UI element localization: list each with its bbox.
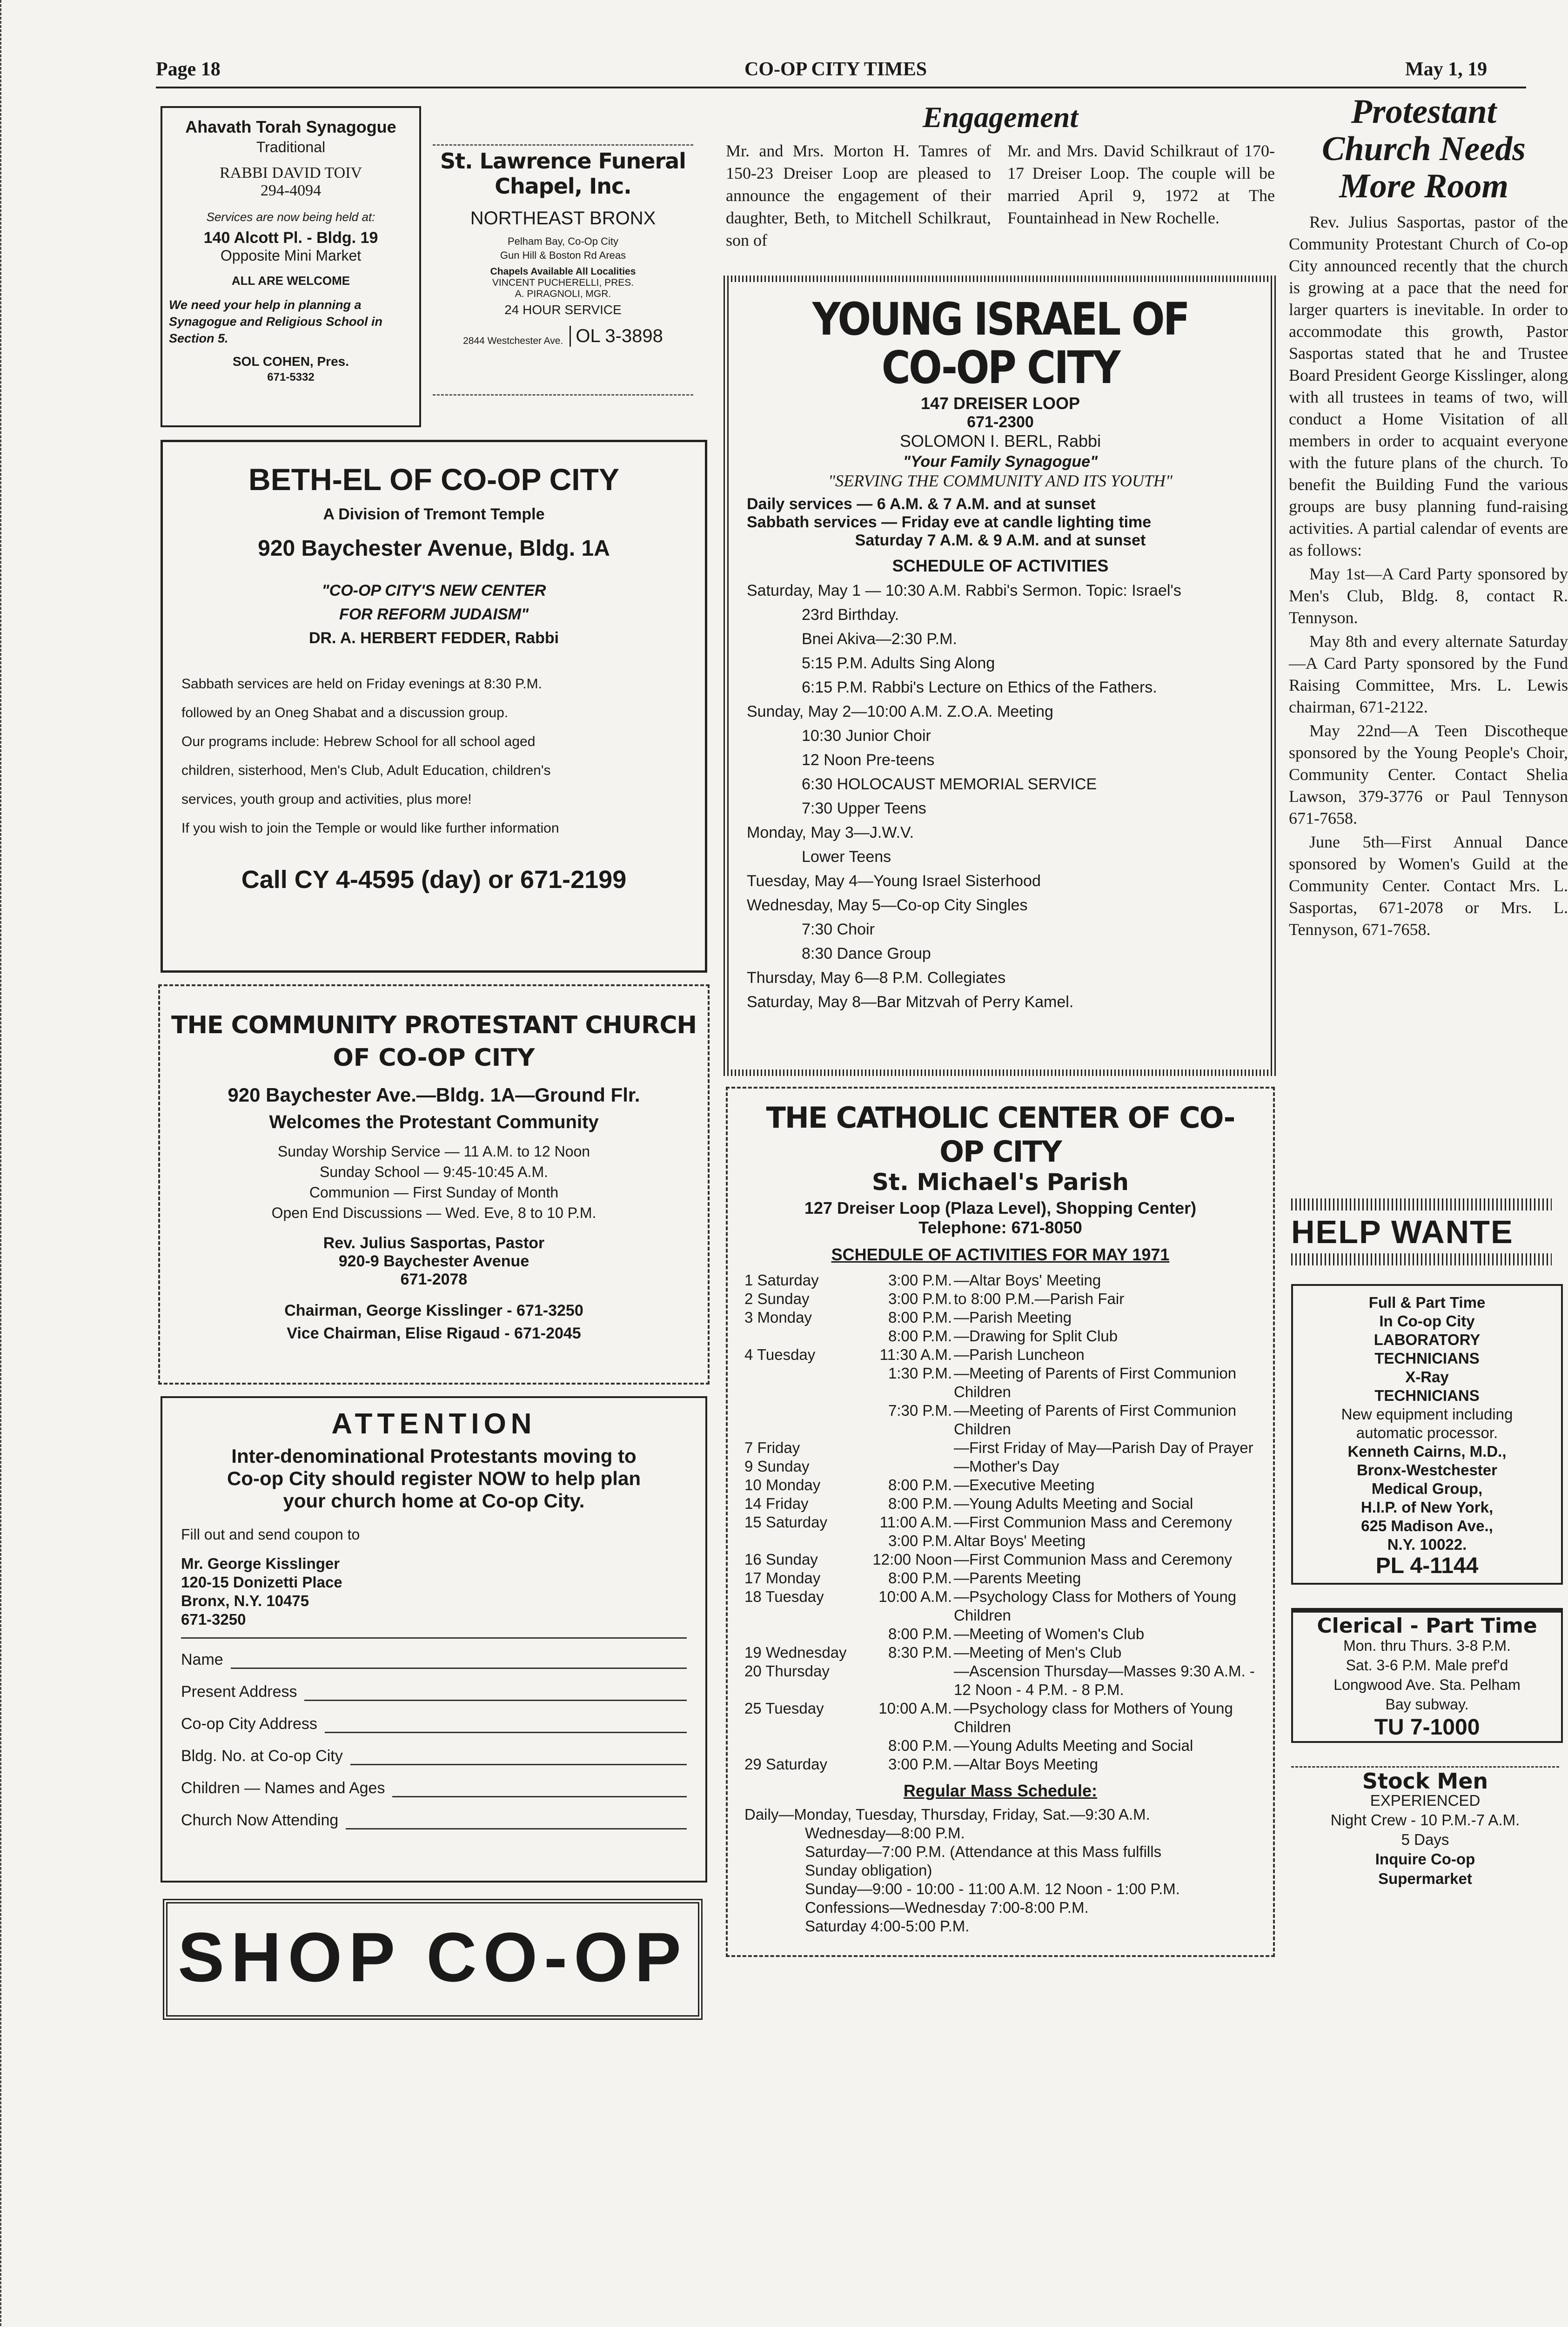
clerical-ad-line: Longwood Ave. Sta. Pelham bbox=[1333, 1676, 1521, 1693]
catholic-time: 3:00 P.M. bbox=[888, 1290, 952, 1307]
issue-date: May 1, 19 bbox=[1405, 59, 1488, 80]
header-rule bbox=[156, 87, 1526, 88]
beth-el-call: Call CY 4-4595 (day) or 671-2199 bbox=[241, 866, 627, 894]
catholic-schedule-row bbox=[744, 1476, 1256, 1494]
attention-msg2: Co-op City should register NOW to help plan bbox=[227, 1467, 641, 1489]
catholic-time: 10:00 A.M. bbox=[878, 1588, 952, 1605]
beth-el-tag1: "CO-OP CITY'S NEW CENTER bbox=[322, 582, 546, 599]
lab-ad-line: TECHNICIANS bbox=[1374, 1387, 1480, 1404]
catholic-event: —Young Adults Meeting and Social bbox=[954, 1495, 1193, 1512]
beth-el-division: A Division of Tremont Temple bbox=[323, 505, 545, 523]
shop-coop-text: SHOP CO-OP bbox=[178, 1918, 688, 1996]
coupon-field-input[interactable] bbox=[304, 1686, 687, 1701]
coupon-field-row[interactable] bbox=[181, 1683, 687, 1701]
engagement-left: Mr. and Mrs. Morton H. Tamres of 150-23 Dreiser Loop are pleased to announce the engagement of their daughter, Beth, to Mitchell Schilkraut, son of bbox=[726, 141, 991, 249]
catholic-event: —Altar Boys Meeting bbox=[954, 1755, 1098, 1773]
catholic-event: —Mother's Day bbox=[954, 1458, 1059, 1475]
catholic-schedule-row bbox=[744, 1494, 1256, 1513]
protestant-ad-welcome: Welcomes the Protestant Community bbox=[269, 1112, 599, 1132]
ahavath-name: Ahavath Torah Synagogue bbox=[185, 117, 396, 136]
catholic-schedule-row bbox=[744, 1271, 1256, 1290]
catholic-time: 8:00 P.M. bbox=[888, 1327, 952, 1345]
catholic-day: 3 Monday bbox=[744, 1309, 812, 1326]
coupon-field-input[interactable] bbox=[325, 1718, 687, 1733]
lab-ad-line: N.Y. 10022. bbox=[1387, 1536, 1467, 1553]
coupon-name: Mr. George Kisslinger bbox=[181, 1555, 340, 1572]
article-paragraph: May 22nd—A Teen Discotheque sponsored by the Young People's Choir, Community Center. Contact Shelia Lawson, 379-3776 or Paul Tennyson 671-7658. bbox=[1289, 721, 1568, 827]
young-israel-item: Sunday, May 2—10:00 A.M. Z.O.A. Meeting bbox=[747, 703, 1053, 720]
funeral-service: 24 HOUR SERVICE bbox=[504, 303, 622, 317]
young-israel-item: Saturday, May 8—Bar Mitzvah of Perry Kamel. bbox=[747, 993, 1074, 1011]
protestant-ad-chair: Chairman, George Kisslinger - 671-3250 bbox=[284, 1302, 583, 1319]
young-israel-item: Monday, May 3—J.W.V. bbox=[747, 824, 914, 841]
ahavath-services-note: Services are now being held at: bbox=[206, 210, 375, 224]
coupon-city: Bronx, N.Y. 10475 bbox=[181, 1592, 309, 1609]
article-paragraph: June 5th—First Annual Dance sponsored by Women's Guild at the Community Center. Contact Mrs. L. Sasportas, 671-2078 or Mrs. L. Tennyson, 671-7658. bbox=[1289, 833, 1568, 939]
young-israel-item: Thursday, May 6—8 P.M. Collegiates bbox=[747, 969, 1006, 987]
stock-ad-line: Inquire Co-op bbox=[1375, 1850, 1475, 1868]
catholic-day: 16 Sunday bbox=[744, 1551, 818, 1568]
catholic-event: —Parish Luncheon bbox=[954, 1346, 1085, 1363]
lab-ad-line: automatic processor. bbox=[1356, 1424, 1498, 1441]
beth-el-address: 920 Baychester Avenue, Bldg. 1A bbox=[258, 536, 610, 561]
catholic-schedule-row bbox=[744, 1532, 1256, 1550]
catholic-event: Altar Boys' Meeting bbox=[954, 1532, 1086, 1549]
coupon-field-label: Co-op City Address bbox=[181, 1715, 317, 1733]
catholic-day: 25 Tuesday bbox=[744, 1700, 824, 1717]
catholic-day bbox=[744, 1625, 856, 1643]
young-israel-rabbi: SOLOMON I. BERL, Rabbi bbox=[899, 431, 1101, 451]
young-israel-item: 6:15 P.M. Rabbi's Lecture on Ethics of the Fathers. bbox=[802, 679, 1157, 696]
coupon-field-label: Present Address bbox=[181, 1683, 297, 1701]
catholic-event: —Executive Meeting bbox=[954, 1476, 1095, 1493]
stock-ad-line: Stock Men bbox=[1362, 1769, 1488, 1794]
catholic-schedule-row bbox=[744, 1327, 1256, 1345]
catholic-mass-line: Wednesday—8:00 P.M. bbox=[805, 1824, 965, 1842]
lab-ad-line: PL 4-1144 bbox=[1375, 1554, 1479, 1578]
clerical-ad-line: Sat. 3-6 P.M. Male pref'd bbox=[1346, 1657, 1508, 1674]
beth-el-rabbi: DR. A. HERBERT FEDDER, Rabbi bbox=[308, 629, 559, 647]
article-headline-2: Church Needs bbox=[1322, 130, 1526, 168]
catholic-schedule-row bbox=[744, 1699, 1256, 1736]
catholic-time bbox=[856, 1439, 954, 1457]
catholic-day: 19 Wednesday bbox=[744, 1644, 847, 1661]
beth-el-title: BETH-EL OF CO-OP CITY bbox=[248, 462, 619, 497]
shop-coop-ad bbox=[163, 1899, 703, 2020]
protestant-ad-address: 920 Baychester Ave.—Bldg. 1A—Ground Flr. bbox=[228, 1084, 640, 1106]
coupon-street: 120-15 Donizetti Place bbox=[181, 1574, 342, 1591]
catholic-schedule-row bbox=[744, 1439, 1256, 1457]
beth-el-line5: services, youth group and activities, plus more! bbox=[181, 792, 472, 807]
catholic-schedule-row bbox=[744, 1755, 1256, 1774]
catholic-day bbox=[744, 1364, 856, 1401]
young-israel-item: 7:30 Upper Teens bbox=[802, 800, 926, 817]
funeral-name: St. Lawrence Funeral Chapel, Inc. bbox=[440, 148, 686, 199]
catholic-schedule-row bbox=[744, 1290, 1256, 1308]
catholic-schedule-row bbox=[744, 1308, 1256, 1327]
help-wanted-title: HELP WANTE bbox=[1291, 1214, 1514, 1250]
lab-ad-line: Kenneth Cairns, M.D., bbox=[1347, 1443, 1507, 1460]
beth-el-ad bbox=[161, 440, 707, 973]
catholic-schedule-title: SCHEDULE OF ACTIVITIES FOR MAY 1971 bbox=[831, 1245, 1170, 1264]
engagement-right: Mr. and Mrs. David Schilkraut of 170-17 Dreiser Loop. The couple will be married April 9, 1972 at The Fountainhead in New Rochelle. bbox=[1007, 141, 1275, 227]
young-israel-daily: Daily services — 6 A.M. & 7 A.M. and at sunset bbox=[747, 495, 1096, 513]
catholic-day bbox=[744, 1532, 856, 1550]
beth-el-line2: followed by an Oneg Shabat and a discussion group. bbox=[181, 705, 509, 720]
beth-el-line4: children, sisterhood, Men's Club, Adult Education, children's bbox=[181, 763, 551, 778]
attention-msg3: your church home at Co-op City. bbox=[283, 1490, 585, 1512]
coupon-field-input[interactable] bbox=[350, 1750, 687, 1765]
catholic-event: —Young Adults Meeting and Social bbox=[954, 1737, 1193, 1754]
protestant-ad-pastor-phone: 671-2078 bbox=[400, 1271, 468, 1288]
coupon-field-row[interactable] bbox=[181, 1715, 687, 1733]
catholic-event: —Meeting of Women's Club bbox=[954, 1625, 1145, 1642]
catholic-event: —Meeting of Men's Club bbox=[954, 1644, 1122, 1661]
ahavath-help: We need your help in planning a Synagogue and Religious School in Section 5. bbox=[169, 298, 383, 345]
catholic-time bbox=[856, 1662, 954, 1699]
ahavath-type: Traditional bbox=[256, 139, 326, 155]
young-israel-item: Saturday, May 1 — 10:30 A.M. Rabbi's Sermon. Topic: Israel's bbox=[747, 582, 1181, 599]
protestant-ad-pastor-addr: 920-9 Baychester Avenue bbox=[338, 1252, 529, 1270]
lab-ad-line: Bronx-Westchester bbox=[1357, 1461, 1497, 1479]
young-israel-ad bbox=[724, 276, 1277, 1076]
catholic-mass-line: Sunday obligation) bbox=[805, 1862, 932, 1879]
catholic-center-ad bbox=[726, 1087, 1275, 1957]
young-israel-item: Lower Teens bbox=[802, 848, 891, 866]
catholic-time: 11:30 A.M. bbox=[879, 1346, 952, 1363]
catholic-mass-title: Regular Mass Schedule: bbox=[903, 1781, 1098, 1800]
catholic-time: 3:00 P.M. bbox=[888, 1755, 952, 1773]
coupon-field-input[interactable] bbox=[392, 1782, 687, 1797]
catholic-time: 8:00 P.M. bbox=[888, 1495, 952, 1512]
catholic-schedule-row bbox=[744, 1736, 1256, 1755]
stock-men-ad bbox=[1291, 1766, 1559, 1892]
protestant-ad-line3: Communion — First Sunday of Month bbox=[309, 1184, 559, 1201]
young-israel-sabbath: Sabbath services — Friday eve at candle lighting time bbox=[747, 513, 1152, 531]
protestant-ad-pastor: Rev. Julius Sasportas, Pastor bbox=[323, 1234, 545, 1252]
clerical-ad-line: TU 7-1000 bbox=[1374, 1715, 1480, 1740]
catholic-event: —Altar Boys' Meeting bbox=[954, 1271, 1101, 1289]
catholic-time: 8:00 P.M. bbox=[888, 1569, 952, 1587]
lab-ad-line: Medical Group, bbox=[1371, 1480, 1483, 1497]
protestant-ad-title2: OF CO-OP CITY bbox=[333, 1044, 535, 1072]
young-israel-schedule bbox=[747, 578, 1254, 1014]
catholic-day bbox=[744, 1736, 856, 1755]
catholic-event: to 8:00 P.M.—Parish Fair bbox=[954, 1290, 1125, 1307]
ahavath-pres: SOL COHEN, Pres. bbox=[232, 354, 349, 369]
coupon-field-label: Bldg. No. at Co-op City bbox=[181, 1747, 343, 1765]
young-israel-item: Bnei Akiva—2:30 P.M. bbox=[802, 630, 957, 648]
article-paragraph: May 1st—A Card Party sponsored by Men's Club, Bldg. 8, contact R. Tennyson. bbox=[1289, 565, 1568, 627]
catholic-day: 17 Monday bbox=[744, 1569, 821, 1587]
article-headline-1: Protestant bbox=[1351, 93, 1497, 131]
catholic-schedule-row bbox=[744, 1401, 1256, 1439]
clerical-ad-line: Clerical - Part Time bbox=[1317, 1614, 1537, 1638]
funeral-line4: VINCENT PUCHERELLI, PRES. bbox=[492, 277, 634, 288]
young-israel-address: 147 DREISER LOOP bbox=[920, 394, 1080, 413]
funeral-line5: A. PIRAGNOLI, MGR. bbox=[515, 289, 611, 299]
coupon-field-row[interactable] bbox=[181, 1651, 687, 1669]
lab-ad-line: TECHNICIANS bbox=[1374, 1350, 1480, 1367]
catholic-day: 20 Thursday bbox=[744, 1662, 830, 1680]
ahavath-opposite: Opposite Mini Market bbox=[220, 247, 362, 264]
coupon-field-label: Name bbox=[181, 1651, 223, 1668]
coupon-field-label: Children — Names and Ages bbox=[181, 1779, 385, 1797]
protestant-church-ad bbox=[158, 984, 710, 1385]
catholic-time: 8:00 P.M. bbox=[888, 1737, 952, 1754]
catholic-schedule-row bbox=[744, 1587, 1256, 1625]
young-israel-item: Tuesday, May 4—Young Israel Sisterhood bbox=[747, 872, 1041, 890]
stock-ad-line: EXPERIENCED bbox=[1370, 1792, 1481, 1809]
catholic-time: 11:00 A.M. bbox=[879, 1513, 952, 1531]
lab-ad-line: LABORATORY bbox=[1374, 1331, 1481, 1348]
coupon-field-input[interactable] bbox=[346, 1814, 687, 1829]
catholic-day: 1 Saturday bbox=[744, 1271, 819, 1289]
ahavath-torah-ad bbox=[161, 106, 421, 427]
catholic-event: —Drawing for Split Club bbox=[954, 1327, 1118, 1345]
funeral-line3: Chapels Available All Localities bbox=[490, 266, 636, 277]
catholic-address: 127 Dreiser Loop (Plaza Level), Shopping Center) bbox=[804, 1198, 1197, 1217]
young-israel-schedule-title: SCHEDULE OF ACTIVITIES bbox=[892, 556, 1109, 575]
catholic-event: —Psychology class for Mothers of Young Children bbox=[954, 1700, 1233, 1735]
clerical-ad-line: Bay subway. bbox=[1385, 1696, 1469, 1713]
coupon-phone: 671-3250 bbox=[181, 1611, 246, 1628]
lab-ad-line: H.I.P. of New York, bbox=[1360, 1499, 1494, 1516]
protestant-ad-vice: Vice Chairman, Elise Rigaud - 671-2045 bbox=[287, 1325, 581, 1342]
help-wanted-section bbox=[1291, 1198, 1537, 2129]
clerical-ad bbox=[1291, 1608, 1563, 1743]
protestant-ad-title1: THE COMMUNITY PROTESTANT CHURCH bbox=[171, 1011, 697, 1039]
catholic-event: —Parish Meeting bbox=[954, 1309, 1072, 1326]
catholic-mass-line: Sunday—9:00 - 10:00 - 11:00 A.M. 12 Noon - 1:00 P.M. bbox=[805, 1880, 1180, 1897]
protestant-ad-line4: Open End Discussions — Wed. Eve, 8 to 10 P.M. bbox=[271, 1204, 596, 1221]
lab-ad-line: In Co-op City bbox=[1379, 1312, 1475, 1330]
catholic-time: 12:00 Noon bbox=[872, 1551, 952, 1568]
coupon-field-input[interactable] bbox=[231, 1654, 687, 1669]
catholic-day: 18 Tuesday bbox=[744, 1588, 824, 1605]
catholic-event: —First Communion Mass and Ceremony bbox=[954, 1513, 1232, 1531]
catholic-time: 10:00 A.M. bbox=[878, 1700, 952, 1717]
catholic-day: 15 Saturday bbox=[744, 1513, 827, 1531]
protestant-ad-line2: Sunday School — 9:45-10:45 A.M. bbox=[320, 1164, 548, 1180]
catholic-day: 2 Sunday bbox=[744, 1290, 810, 1307]
catholic-schedule-row bbox=[744, 1513, 1256, 1532]
stock-ad-line: Supermarket bbox=[1378, 1870, 1472, 1887]
young-israel-item: 23rd Birthday. bbox=[802, 606, 899, 624]
ahavath-phone: 294-4094 bbox=[260, 182, 322, 199]
coupon-field-row[interactable] bbox=[181, 1747, 687, 1765]
catholic-event: —Meeting of Parents of First Communion Children bbox=[954, 1402, 1237, 1438]
young-israel-title: YOUNG ISRAEL OF CO-OP CITY bbox=[812, 293, 1189, 394]
catholic-mass-schedule bbox=[744, 1805, 1256, 1936]
stock-ad-line: Night Crew - 10 P.M.-7 A.M. bbox=[1330, 1811, 1520, 1829]
protestant-ad-line1: Sunday Worship Service — 11 A.M. to 12 Noon bbox=[277, 1143, 590, 1160]
catholic-time: 8:00 P.M. bbox=[888, 1476, 952, 1493]
attention-fill: Fill out and send coupon to bbox=[181, 1526, 360, 1543]
catholic-mass-line: Daily—Monday, Tuesday, Thursday, Friday, Sat.—9:30 A.M. bbox=[744, 1806, 1150, 1823]
engagement-title: Engagement bbox=[922, 101, 1079, 134]
catholic-schedule-row bbox=[744, 1364, 1256, 1401]
beth-el-line1: Sabbath services are held on Friday evenings at 8:30 P.M. bbox=[181, 676, 542, 692]
article-paragraph: May 8th and every alternate Saturday—A Card Party sponsored by the Fund Raising Committee, Mrs. L. Lewis chairman, 671-2122. bbox=[1289, 632, 1568, 716]
catholic-mass-line: Saturday—7:00 P.M. (Attendance at this Mass fulfills bbox=[805, 1843, 1162, 1860]
young-israel-item: 5:15 P.M. Adults Sing Along bbox=[802, 654, 995, 672]
catholic-event: —First Communion Mass and Ceremony bbox=[954, 1551, 1232, 1568]
catholic-phone: Telephone: 671-8050 bbox=[918, 1218, 1082, 1237]
catholic-event: —Psychology Class for Mothers of Young Children bbox=[954, 1588, 1237, 1624]
catholic-day: 29 Saturday bbox=[744, 1755, 827, 1773]
attention-title: ATTENTION bbox=[331, 1408, 536, 1440]
funeral-line2: Gun Hill & Boston Rd Areas bbox=[500, 249, 626, 261]
stock-ad-line: 5 Days bbox=[1401, 1831, 1449, 1848]
young-israel-item: 10:30 Junior Choir bbox=[802, 727, 931, 745]
page-edge bbox=[0, 0, 1, 2327]
catholic-time: 1:30 P.M. bbox=[888, 1365, 952, 1382]
ahavath-pres-phone: 671-5332 bbox=[267, 371, 315, 383]
young-israel-item: 8:30 Dance Group bbox=[802, 945, 931, 962]
catholic-time: 8:30 P.M. bbox=[888, 1644, 952, 1661]
catholic-day: 10 Monday bbox=[744, 1476, 821, 1493]
funeral-phone: OL 3-3898 bbox=[570, 326, 663, 347]
catholic-time: 3:00 P.M. bbox=[888, 1532, 952, 1549]
catholic-time: 3:00 P.M. bbox=[888, 1271, 952, 1289]
catholic-time: 8:00 P.M. bbox=[888, 1625, 952, 1642]
catholic-day bbox=[744, 1327, 856, 1345]
catholic-day: 7 Friday bbox=[744, 1439, 800, 1456]
young-israel-serving: "SERVING THE COMMUNITY AND ITS YOUTH" bbox=[828, 471, 1173, 490]
catholic-schedule-row bbox=[744, 1569, 1256, 1587]
article-paragraph: Rev. Julius Sasportas, pastor of the Community Protestant Church of Co-op City announced recently that the church is growing at a pace that the need for larger quarters is inevitable. In order to accommodate this growth, Pastor Sasportas stated that he and Trustee Board President George Kisslinger, along with all trustees in teams of two, will conduct a Home Visitation of all members in order to acquaint everyone with the future plans of the church. To benefit the Building Fund the various groups are busy planning fund-raising activities. A partial calendar of events are as follows: bbox=[1289, 213, 1568, 559]
ahavath-rabbi: RABBI DAVID TOIV bbox=[219, 164, 362, 182]
catholic-time: 7:30 P.M. bbox=[888, 1402, 952, 1419]
funeral-line1: Pelham Bay, Co-Op City bbox=[507, 235, 618, 247]
ahavath-welcome: ALL ARE WELCOME bbox=[231, 274, 350, 288]
protestant-article bbox=[1289, 93, 1568, 1182]
catholic-day bbox=[744, 1401, 856, 1439]
catholic-day: 4 Tuesday bbox=[744, 1346, 816, 1363]
beth-el-tag2: FOR REFORM JUDAISM" bbox=[339, 605, 529, 623]
lab-ad-line: 625 Madison Ave., bbox=[1361, 1517, 1493, 1534]
catholic-schedule-row bbox=[744, 1662, 1256, 1699]
catholic-schedule-row bbox=[744, 1625, 1256, 1643]
lab-ad-line: X-Ray bbox=[1405, 1368, 1449, 1385]
young-israel-item: 6:30 HOLOCAUST MEMORIAL SERVICE bbox=[802, 775, 1097, 793]
catholic-day: 9 Sunday bbox=[744, 1458, 810, 1475]
young-israel-item: Wednesday, May 5—Co-op City Singles bbox=[747, 896, 1028, 914]
catholic-event: —Ascension Thursday—Masses 9:30 A.M. - 12 Noon - 4 P.M. - 8 P.M. bbox=[954, 1662, 1255, 1698]
beth-el-line6: If you wish to join the Temple or would like further information bbox=[181, 821, 559, 836]
lab-ad-line: New equipment including bbox=[1341, 1406, 1513, 1423]
coupon-field-label: Church Now Attending bbox=[181, 1811, 339, 1829]
attention-msg1: Inter-denominational Protestants moving to bbox=[231, 1445, 637, 1467]
ahavath-address: 140 Alcott Pl. - Bldg. 19 bbox=[203, 229, 378, 247]
young-israel-phone: 671-2300 bbox=[967, 413, 1034, 431]
catholic-title: THE CATHOLIC CENTER OF CO-OP CITY bbox=[766, 1101, 1235, 1169]
catholic-event: —Parents Meeting bbox=[954, 1569, 1081, 1587]
coupon-field-row[interactable] bbox=[181, 1811, 687, 1829]
catholic-day: 14 Friday bbox=[744, 1495, 809, 1512]
paper-name: CO-OP CITY TIMES bbox=[744, 59, 927, 80]
catholic-mass-line: Saturday 4:00-5:00 P.M. bbox=[805, 1917, 970, 1935]
catholic-schedule-row bbox=[744, 1457, 1256, 1476]
funeral-ad bbox=[433, 144, 693, 396]
funeral-address: 2844 Westchester Ave. bbox=[463, 336, 563, 346]
young-israel-item: 7:30 Choir bbox=[802, 921, 875, 938]
lab-ad-line: Full & Part Time bbox=[1368, 1294, 1486, 1311]
attention-coupon bbox=[161, 1396, 707, 1883]
catholic-schedule-row bbox=[744, 1345, 1256, 1364]
catholic-event: —Meeting of Parents of First Communion Children bbox=[954, 1365, 1237, 1400]
clerical-ad-line: Mon. thru Thurs. 3-8 P.M. bbox=[1343, 1637, 1511, 1654]
catholic-time bbox=[856, 1457, 954, 1476]
young-israel-item: 12 Noon Pre-teens bbox=[802, 751, 935, 769]
catholic-mass-line: Confessions—Wednesday 7:00-8:00 P.M. bbox=[805, 1899, 1089, 1916]
catholic-schedule-row bbox=[744, 1550, 1256, 1569]
catholic-time: 8:00 P.M. bbox=[888, 1309, 952, 1326]
article-headline-3: More Room bbox=[1339, 167, 1508, 205]
page-number: Page 18 bbox=[156, 59, 221, 80]
beth-el-line3: Our programs include: Hebrew School for all school aged bbox=[181, 734, 536, 749]
young-israel-saturday: Saturday 7 A.M. & 9 A.M. and at sunset bbox=[855, 531, 1146, 549]
catholic-event: —First Friday of May—Parish Day of Prayer bbox=[954, 1439, 1253, 1456]
catholic-schedule bbox=[744, 1271, 1256, 1774]
funeral-area: NORTHEAST BRONX bbox=[470, 208, 656, 229]
young-israel-motto: "Your Family Synagogue" bbox=[903, 453, 1098, 471]
catholic-parish: St. Michael's Parish bbox=[872, 1169, 1129, 1196]
coupon-field-row[interactable] bbox=[181, 1779, 687, 1797]
catholic-schedule-row bbox=[744, 1643, 1256, 1662]
lab-tech-ad bbox=[1291, 1284, 1563, 1585]
